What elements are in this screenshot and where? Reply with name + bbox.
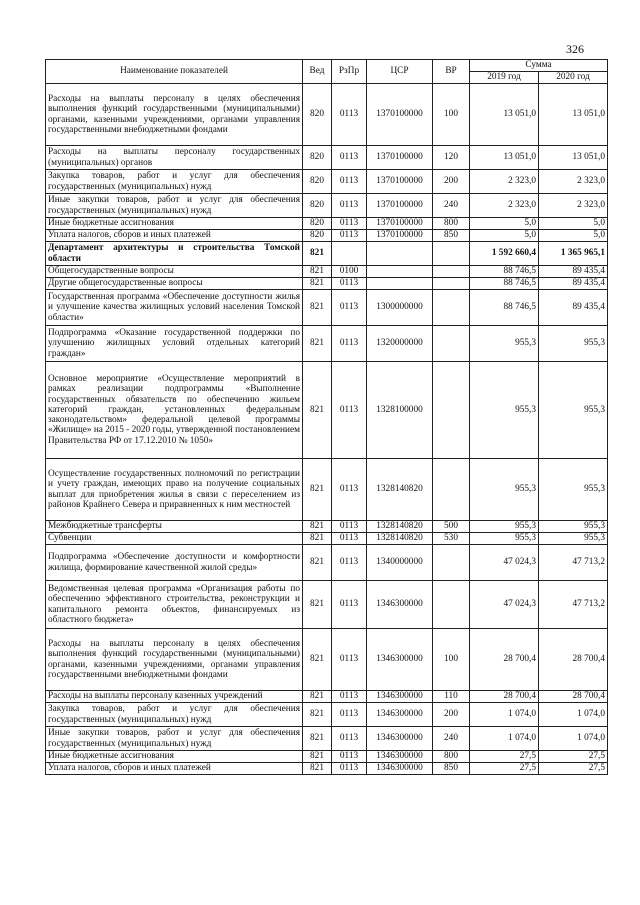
- cell-vr: [433, 242, 470, 266]
- cell-csr: 1320000000: [367, 326, 433, 362]
- cell-2020: 27,5: [539, 763, 608, 775]
- cell-name: Расходы на выплаты персоналу в целях обеспечения выполнения функций государственными (муниципальными) органами, казенными учреждениями, органами управления государственными внебюджетными фондами: [46, 84, 303, 146]
- cell-rzpr: 0113: [332, 278, 367, 290]
- cell-2020: 28 700,4: [539, 629, 608, 691]
- cell-csr: 1370100000: [367, 230, 433, 242]
- cell-2020: 1 074,0: [539, 703, 608, 727]
- cell-2020: 89 435,4: [539, 266, 608, 278]
- header-csr: ЦСР: [367, 60, 433, 84]
- header-ved: Вед: [303, 60, 332, 84]
- cell-vr: [433, 362, 470, 459]
- cell-rzpr: 0113: [332, 218, 367, 230]
- table-row: [46, 242, 608, 266]
- table-row: [46, 170, 608, 194]
- cell-ved: 821: [303, 533, 332, 545]
- cell-2020: 2 323,0: [539, 194, 608, 218]
- table-row: [46, 751, 608, 763]
- cell-vr: 850: [433, 230, 470, 242]
- header-sum: Сумма: [470, 60, 608, 72]
- cell-csr: 1370100000: [367, 194, 433, 218]
- cell-2019: 88 746,5: [470, 278, 539, 290]
- cell-2019: 47 024,3: [470, 581, 539, 629]
- cell-2020: 955,3: [539, 459, 608, 521]
- cell-rzpr: 0113: [332, 290, 367, 326]
- cell-csr: 1370100000: [367, 218, 433, 230]
- table-row: [46, 194, 608, 218]
- cell-ved: 821: [303, 545, 332, 581]
- budget-table: [45, 59, 608, 775]
- cell-2019: 47 024,3: [470, 545, 539, 581]
- table-row: [46, 521, 608, 533]
- cell-csr: 1300000000: [367, 290, 433, 326]
- cell-2020: 13 051,0: [539, 84, 608, 146]
- cell-rzpr: 0113: [332, 545, 367, 581]
- cell-2019: 1 592 660,4: [470, 242, 539, 266]
- cell-csr: 1346300000: [367, 629, 433, 691]
- cell-rzpr: 0113: [332, 629, 367, 691]
- cell-ved: 821: [303, 290, 332, 326]
- cell-2020: 47 713,2: [539, 581, 608, 629]
- table-row: [46, 763, 608, 775]
- cell-name: Иные закупки товаров, работ и услуг для обеспечения государственных (муниципальных) нужд: [46, 194, 303, 218]
- cell-ved: 820: [303, 146, 332, 170]
- cell-ved: 821: [303, 521, 332, 533]
- cell-2019: 955,3: [470, 533, 539, 545]
- table-body: [46, 84, 608, 775]
- cell-name: Расходы на выплаты персоналу в целях обеспечения выполнения функций государственными (муниципальными) органами, казенными учреждениями, органами управления государственными внебюджетными фондами: [46, 629, 303, 691]
- cell-2020: 955,3: [539, 533, 608, 545]
- cell-csr: 1346300000: [367, 691, 433, 703]
- cell-vr: 110: [433, 691, 470, 703]
- cell-2020: 89 435,4: [539, 290, 608, 326]
- cell-rzpr: 0113: [332, 146, 367, 170]
- cell-csr: 1346300000: [367, 581, 433, 629]
- cell-rzpr: 0113: [332, 763, 367, 775]
- cell-csr: 1340000000: [367, 545, 433, 581]
- cell-ved: 821: [303, 362, 332, 459]
- cell-2020: 955,3: [539, 326, 608, 362]
- cell-rzpr: 0113: [332, 459, 367, 521]
- cell-vr: 120: [433, 146, 470, 170]
- cell-rzpr: 0113: [332, 194, 367, 218]
- cell-csr: 1346300000: [367, 727, 433, 751]
- cell-csr: 1346300000: [367, 703, 433, 727]
- cell-2020: 13 051,0: [539, 146, 608, 170]
- cell-name: Субвенции: [46, 533, 303, 545]
- cell-2020: 47 713,2: [539, 545, 608, 581]
- cell-2019: 5,0: [470, 230, 539, 242]
- cell-rzpr: 0113: [332, 727, 367, 751]
- cell-name: Осуществление государственных полномочий по регистрации и учету граждан, имеющих право на получение социальных выплат для приобретения жилья в связи с переселением из районов Крайнего Севера и приравненных к ним местностей: [46, 459, 303, 521]
- cell-rzpr: 0113: [332, 521, 367, 533]
- cell-2019: 955,3: [470, 521, 539, 533]
- cell-2019: 1 074,0: [470, 703, 539, 727]
- cell-2019: 28 700,4: [470, 629, 539, 691]
- cell-vr: 530: [433, 533, 470, 545]
- cell-vr: 240: [433, 194, 470, 218]
- cell-ved: 821: [303, 581, 332, 629]
- header-2019: 2019 год: [470, 72, 539, 84]
- cell-rzpr: 0113: [332, 691, 367, 703]
- table-row: [46, 146, 608, 170]
- cell-2019: 955,3: [470, 362, 539, 459]
- cell-name: Иные закупки товаров, работ и услуг для обеспечения государственных (муниципальных) нужд: [46, 727, 303, 751]
- cell-vr: 800: [433, 218, 470, 230]
- cell-csr: 1346300000: [367, 763, 433, 775]
- cell-2020: 1 365 965,1: [539, 242, 608, 266]
- cell-2019: 5,0: [470, 218, 539, 230]
- cell-2020: 955,3: [539, 362, 608, 459]
- table-row: [46, 290, 608, 326]
- cell-ved: 820: [303, 194, 332, 218]
- cell-2019: 28 700,4: [470, 691, 539, 703]
- cell-rzpr: 0113: [332, 533, 367, 545]
- cell-csr: 1328140820: [367, 533, 433, 545]
- cell-vr: 500: [433, 521, 470, 533]
- cell-name: Иные бюджетные ассигнования: [46, 218, 303, 230]
- cell-name: Закупка товаров, работ и услуг для обеспечения государственных (муниципальных) нужд: [46, 703, 303, 727]
- table-row: [46, 459, 608, 521]
- cell-name: Основное мероприятие «Осуществление мероприятий в рамках реализации подпрограммы «Выполнение государственных обязательств по обеспечению жильем категорий граждан, установленных федеральным законодательством» федеральной целевой программы «Жилище» на 2015 - 2020 годы, утвержденной постановлением Правительства РФ от 17.12.2010 № 1050»: [46, 362, 303, 459]
- cell-csr: 1328140820: [367, 521, 433, 533]
- cell-2020: 5,0: [539, 230, 608, 242]
- cell-vr: 100: [433, 629, 470, 691]
- table-row: [46, 545, 608, 581]
- cell-csr: 1328140820: [367, 459, 433, 521]
- cell-ved: 821: [303, 242, 332, 266]
- cell-2020: 5,0: [539, 218, 608, 230]
- cell-2019: 88 746,5: [470, 290, 539, 326]
- cell-vr: 800: [433, 751, 470, 763]
- cell-csr: 1370100000: [367, 170, 433, 194]
- cell-2020: 2 323,0: [539, 170, 608, 194]
- cell-name: Расходы на выплаты персоналу казенных учреждений: [46, 691, 303, 703]
- cell-name: Общегосударственные вопросы: [46, 266, 303, 278]
- cell-name: Государственная программа «Обеспечение доступности жилья и улучшение качества жилищных условий населения Томской области»: [46, 290, 303, 326]
- cell-rzpr: 0100: [332, 266, 367, 278]
- cell-ved: 821: [303, 703, 332, 727]
- cell-csr: 1370100000: [367, 84, 433, 146]
- cell-vr: [433, 459, 470, 521]
- cell-csr: 1346300000: [367, 751, 433, 763]
- cell-2019: 2 323,0: [470, 194, 539, 218]
- cell-name: Подпрограмма «Обеспечение доступности и комфортности жилища, формирование качественной жилой среды»: [46, 545, 303, 581]
- cell-name: Другие общегосударственные вопросы: [46, 278, 303, 290]
- cell-ved: 821: [303, 751, 332, 763]
- cell-rzpr: [332, 242, 367, 266]
- cell-2019: 955,3: [470, 326, 539, 362]
- cell-ved: 820: [303, 230, 332, 242]
- cell-ved: 821: [303, 278, 332, 290]
- cell-name: Закупка товаров, работ и услуг для обеспечения государственных (муниципальных) нужд: [46, 170, 303, 194]
- table-row: [46, 326, 608, 362]
- cell-csr: 1328100000: [367, 362, 433, 459]
- table-row: [46, 691, 608, 703]
- cell-rzpr: 0113: [332, 326, 367, 362]
- table-row: [46, 703, 608, 727]
- cell-name: Подпрограмма «Оказание государственной поддержки по улучшению жилищных условий отдельных категорий граждан»: [46, 326, 303, 362]
- cell-csr: [367, 278, 433, 290]
- cell-2019: 13 051,0: [470, 84, 539, 146]
- cell-csr: 1370100000: [367, 146, 433, 170]
- cell-2020: 955,3: [539, 521, 608, 533]
- header-rzpr: РзПр: [332, 60, 367, 84]
- table-row: [46, 533, 608, 545]
- cell-rzpr: 0113: [332, 170, 367, 194]
- cell-2020: 1 074,0: [539, 727, 608, 751]
- cell-rzpr: 0113: [332, 84, 367, 146]
- cell-name: Департамент архитектуры и строительства Томской области: [46, 242, 303, 266]
- cell-rzpr: 0113: [332, 703, 367, 727]
- table-row: [46, 629, 608, 691]
- header-2020: 2020 год: [539, 72, 608, 84]
- cell-vr: [433, 581, 470, 629]
- table-row: [46, 218, 608, 230]
- cell-name: Уплата налогов, сборов и иных платежей: [46, 763, 303, 775]
- table-row: [46, 84, 608, 146]
- cell-name: Уплата налогов, сборов и иных платежей: [46, 230, 303, 242]
- cell-ved: 820: [303, 218, 332, 230]
- cell-2020: 89 435,4: [539, 278, 608, 290]
- cell-ved: 821: [303, 459, 332, 521]
- cell-name: Ведомственная целевая программа «Организация работы по обеспечению эффективного строительства, реконструкции и капитального ремонта объектов, финансируемых из областного бюджета»: [46, 581, 303, 629]
- cell-ved: 821: [303, 326, 332, 362]
- table-row: [46, 230, 608, 242]
- cell-vr: 200: [433, 170, 470, 194]
- cell-vr: [433, 290, 470, 326]
- cell-rzpr: 0113: [332, 751, 367, 763]
- cell-vr: 200: [433, 703, 470, 727]
- table-row: [46, 278, 608, 290]
- cell-2019: 88 746,5: [470, 266, 539, 278]
- cell-2019: 1 074,0: [470, 727, 539, 751]
- cell-ved: 821: [303, 691, 332, 703]
- cell-vr: 240: [433, 727, 470, 751]
- cell-vr: [433, 326, 470, 362]
- cell-2019: 13 051,0: [470, 146, 539, 170]
- cell-2019: 955,3: [470, 459, 539, 521]
- cell-name: Расходы на выплаты персоналу государственных (муниципальных) органов: [46, 146, 303, 170]
- table-row: [46, 727, 608, 751]
- cell-vr: [433, 266, 470, 278]
- cell-ved: 821: [303, 629, 332, 691]
- cell-csr: [367, 242, 433, 266]
- cell-ved: 821: [303, 266, 332, 278]
- cell-2019: 27,5: [470, 751, 539, 763]
- table-row: [46, 362, 608, 459]
- header-name: Наименование показателей: [46, 60, 303, 84]
- cell-ved: 820: [303, 84, 332, 146]
- cell-2019: 27,5: [470, 763, 539, 775]
- page-number: 326: [566, 42, 584, 56]
- cell-2020: 28 700,4: [539, 691, 608, 703]
- cell-name: Межбюджетные трансферты: [46, 521, 303, 533]
- cell-vr: 850: [433, 763, 470, 775]
- cell-ved: 820: [303, 170, 332, 194]
- table-row: [46, 266, 608, 278]
- cell-rzpr: 0113: [332, 230, 367, 242]
- cell-ved: 821: [303, 763, 332, 775]
- cell-rzpr: 0113: [332, 362, 367, 459]
- table-row: [46, 581, 608, 629]
- cell-vr: 100: [433, 84, 470, 146]
- cell-ved: 821: [303, 727, 332, 751]
- cell-rzpr: 0113: [332, 581, 367, 629]
- cell-vr: [433, 278, 470, 290]
- cell-2020: 27,5: [539, 751, 608, 763]
- header-vr: ВР: [433, 60, 470, 84]
- cell-2019: 2 323,0: [470, 170, 539, 194]
- cell-csr: [367, 266, 433, 278]
- cell-vr: [433, 545, 470, 581]
- cell-name: Иные бюджетные ассигнования: [46, 751, 303, 763]
